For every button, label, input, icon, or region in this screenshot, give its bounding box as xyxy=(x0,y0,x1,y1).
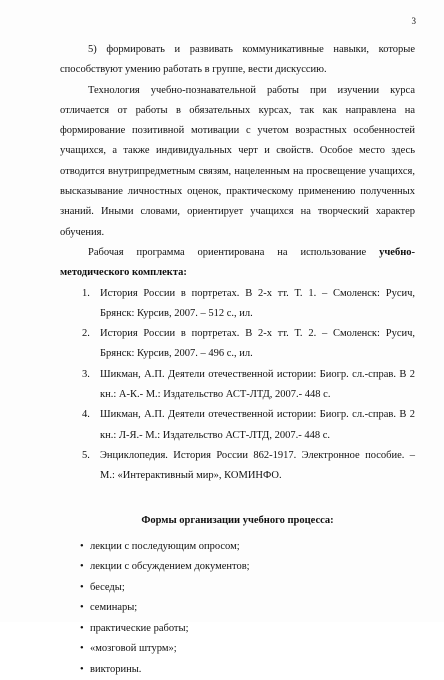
reference-item xyxy=(82,324,415,365)
reference-text: Шикман, А.П. Деятели отечественной истории: Биогр. сл.-справ. В 2 кн.: А-К.- М.: Издательство АСТ-ЛТД, 2007.- 448 с. xyxy=(100,368,415,401)
bullet-icon: • xyxy=(80,622,84,634)
reference-item xyxy=(82,405,415,446)
reference-text: История России в портретах. В 2-х тт. Т. 2. – Смоленск: Русич, Брянск: Курсив, 2007. – 496 с., ил. xyxy=(100,328,415,360)
forms-list xyxy=(60,537,415,680)
references-list xyxy=(60,284,415,487)
paragraph-communication-skills: 5) формировать и развивать коммуникативные навыки, которые способствуют умению работать в группе, вести дискуссию. xyxy=(60,44,415,76)
page-content xyxy=(60,40,415,680)
reference-number: 4. xyxy=(82,409,90,421)
forms-item-text: беседы; xyxy=(90,581,125,593)
bullet-icon: • xyxy=(80,602,84,614)
reference-number: 1. xyxy=(82,287,90,299)
program-orientation-lead: Рабочая программа ориентирована на использование xyxy=(88,246,380,258)
reference-number: 3. xyxy=(82,368,90,380)
forms-list-item xyxy=(80,557,415,578)
paragraph-program-orientation xyxy=(60,243,415,284)
reference-text: Энциклопедия. История России 862-1917. Электронное пособие. – М.: «Интерактивный мир», КОМИНФО. xyxy=(100,449,415,482)
paragraph-learning-technology: Технология учебно-познавательной работы при изучении курса отличается от работы в обязательных курсах, так как направлена на формирование позитивной мотивации с учетом возрастных особенностей учащихся, а также индивидуальных черт и свойств. Особое место здесь отводится внутрипредметным связям, нацеленным на просвещение учащихся, высказывание личностных оценок, практическому применению полученных знаний. Иными словами, ориентирует учащихся на творческий характер обучения. xyxy=(60,84,415,238)
forms-item-text: викторины. xyxy=(90,663,142,675)
forms-list-item xyxy=(80,537,415,558)
forms-item-text: практические работы; xyxy=(90,622,189,634)
forms-list-item xyxy=(80,578,415,599)
bullet-icon: • xyxy=(80,561,84,573)
reference-item xyxy=(82,365,415,406)
forms-section-title: Формы организации учебного процесса: xyxy=(141,514,334,526)
forms-list-item xyxy=(80,639,415,660)
bullet-icon: • xyxy=(80,663,84,675)
bullet-icon: • xyxy=(80,540,84,552)
reference-text: История России в портретах. В 2-х тт. Т. 1. – Смоленск: Русич, Брянск: Курсив, 2007. – 512 с., ил. xyxy=(100,287,415,319)
forms-item-text: лекции с последующим опросом; xyxy=(90,540,240,552)
reference-text: Шикман, А.П. Деятели отечественной истории: Биогр. сл.-справ. В 2 кн.: Л-Я.- М.: Издательство АСТ-ЛТД, 2007.- 448 с. xyxy=(100,409,415,441)
reference-item xyxy=(82,446,415,487)
forms-list-item xyxy=(80,598,415,619)
program-orientation-bold: учебно-методического комплекта: xyxy=(60,246,415,279)
forms-list-item xyxy=(80,660,415,680)
reference-item xyxy=(82,284,415,325)
page-number: 3 xyxy=(411,16,416,26)
reference-number: 5. xyxy=(82,449,90,461)
reference-number: 2. xyxy=(82,328,90,340)
forms-item-text: семинары; xyxy=(90,602,138,614)
forms-item-text: «мозговой штурм»; xyxy=(90,643,177,655)
bullet-icon: • xyxy=(80,581,84,593)
forms-item-text: лекции с обсуждением документов; xyxy=(90,561,250,573)
bullet-icon: • xyxy=(80,643,84,655)
